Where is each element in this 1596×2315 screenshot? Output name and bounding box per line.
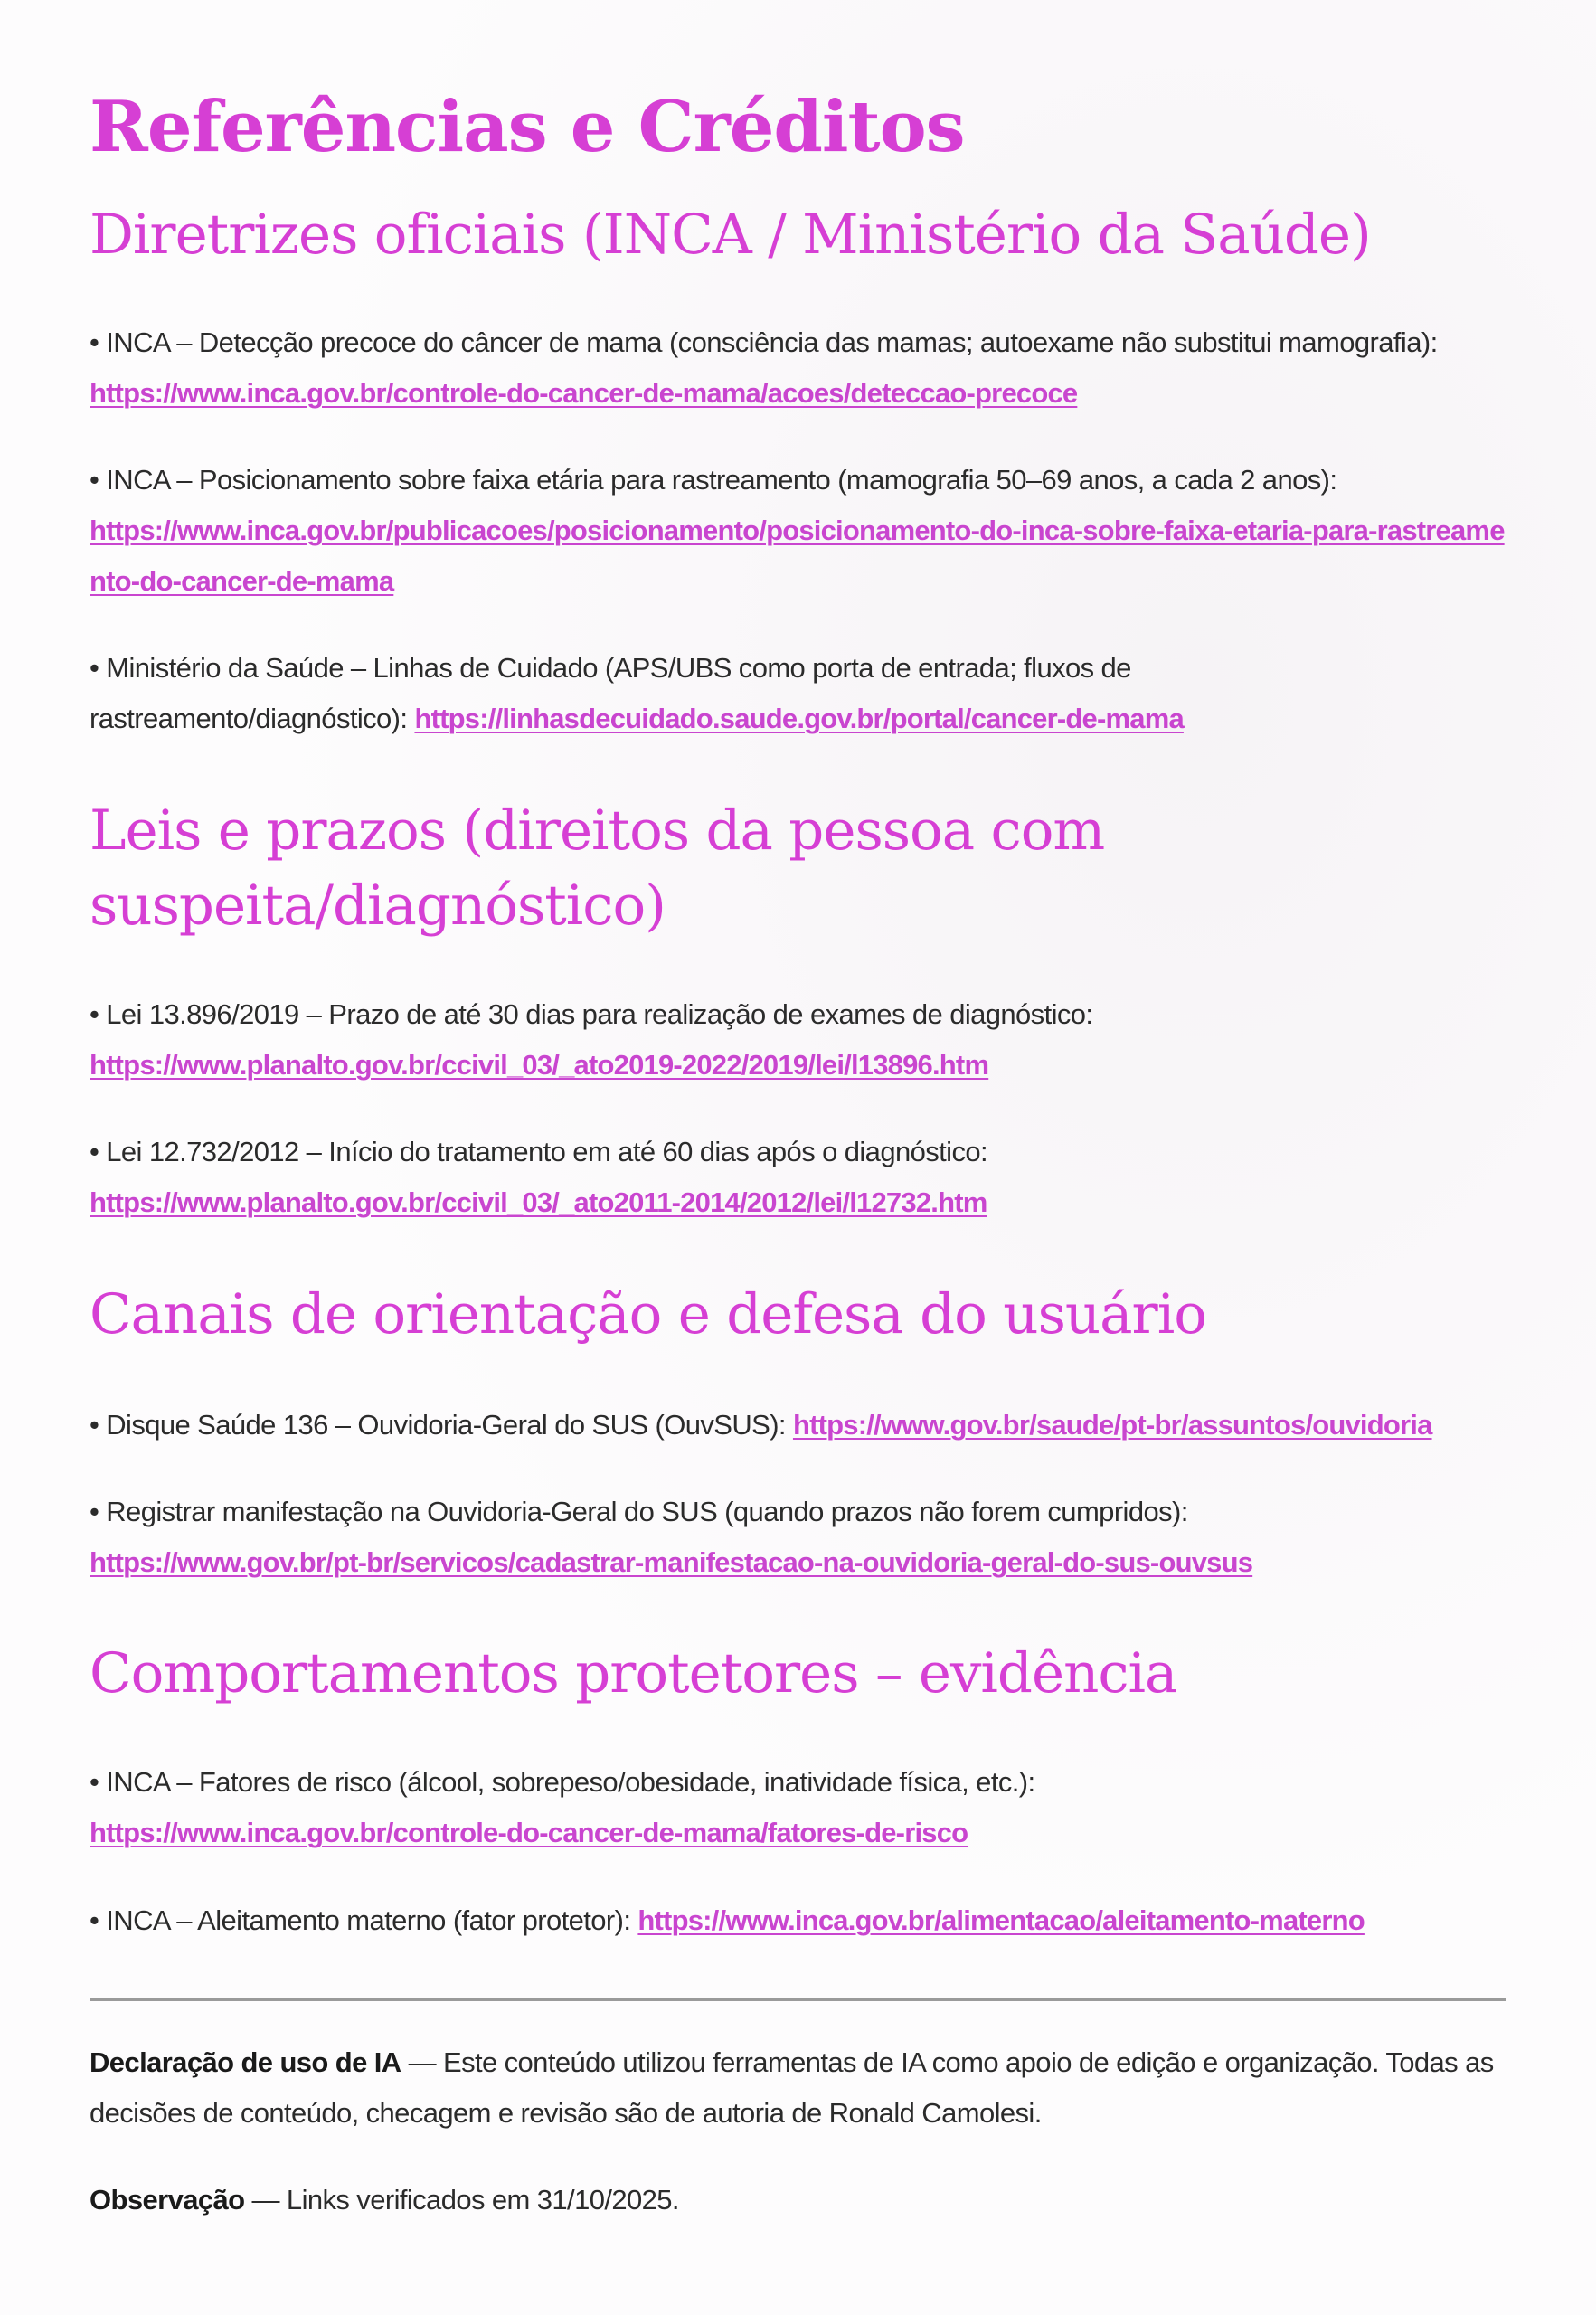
reference-link[interactable]: https://www.inca.gov.br/publicacoes/posicionamento/posicionamento-do-inca-sobre-faixa-etaria-para-rastreamento-do-cancer-de-mama (90, 515, 1505, 597)
reference-text: • Disque Saúde 136 – Ouvidoria-Geral do SUS (OuvSUS): (90, 1409, 786, 1441)
ai-declaration (90, 2037, 1506, 2139)
reference-item (90, 455, 1506, 607)
divider (90, 1998, 1506, 2001)
reference-item (90, 1757, 1506, 1858)
reference-item (90, 643, 1220, 744)
reference-item (90, 1127, 1506, 1228)
reference-text: • Lei 12.732/2012 – Início do tratamento em até 60 dias após o diagnóstico: (90, 1136, 988, 1167)
reference-link[interactable]: https://linhasdecuidado.saude.gov.br/portal/cancer-de-mama (414, 703, 1184, 734)
reference-link[interactable]: https://www.gov.br/pt-br/servicos/cadastrar-manifestacao-na-ouvidoria-geral-do-sus-ouvsus (90, 1546, 1253, 1578)
ai-declaration-label: Declaração de uso de IA (90, 2046, 401, 2078)
reference-link[interactable]: https://www.gov.br/saude/pt-br/assuntos/ouvidoria (792, 1409, 1432, 1441)
section-heading-channels: Canais de orientação e defesa do usuário (90, 1282, 1206, 1346)
reference-text: • INCA – Fatores de risco (álcool, sobrepeso/obesidade, inatividade física, etc.): (90, 1766, 1035, 1798)
reference-item (90, 989, 1506, 1091)
section-heading-laws: Leis e prazos (direitos da pessoa com suspeita/diagnóstico) (90, 798, 1105, 938)
observation-label: Observação (90, 2184, 245, 2216)
section-heading-protective-behaviors: Comportamentos protetores – evidência (90, 1641, 1177, 1706)
reference-link[interactable]: https://www.inca.gov.br/controle-do-cancer-de-mama/fatores-de-risco (90, 1817, 968, 1848)
reference-item (90, 317, 1506, 419)
reference-item (90, 1400, 1506, 1450)
reference-link[interactable]: https://www.inca.gov.br/alimentacao/aleitamento-materno (637, 1904, 1365, 1936)
reference-link[interactable]: https://www.planalto.gov.br/ccivil_03/_ato2019-2022/2019/lei/l13896.htm (90, 1049, 989, 1081)
reference-text: • INCA – Aleitamento materno (fator protetor): (90, 1904, 631, 1936)
reference-text: • INCA – Posicionamento sobre faixa etária para rastreamento (mamografia 50–69 anos, a cada 2 anos): (90, 464, 1337, 496)
section-heading-guidelines: Diretrizes oficiais (INCA / Ministério da Saúde) (90, 203, 1371, 267)
ai-declaration-text: — Este conteúdo utilizou ferramentas de IA como apoio de edição e organização. Todas as decisões de conteúdo, checagem e revisão são de autoria de Ronald Camolesi. (90, 2046, 1494, 2129)
reference-item (90, 1895, 1506, 1946)
reference-link[interactable]: https://www.planalto.gov.br/ccivil_03/_ato2011-2014/2012/lei/l12732.htm (90, 1186, 987, 1218)
reference-text: • Ministério da Saúde – Linhas de Cuidado (APS/UBS como porta de entrada; fluxos de rastreamento/diagnóstico): (90, 652, 1131, 734)
reference-text: • Registrar manifestação na Ouvidoria-Geral do SUS (quando prazos não forem cumpridos): (90, 1496, 1188, 1527)
reference-text: • INCA – Detecção precoce do câncer de mama (consciência das mamas; autoexame não substitui mamografia): (90, 326, 1438, 358)
reference-link[interactable]: https://www.inca.gov.br/controle-do-cancer-de-mama/acoes/deteccao-precoce (90, 377, 1078, 409)
reference-item (90, 1487, 1506, 1588)
observation-text: — Links verificados em 31/10/2025. (244, 2184, 679, 2216)
observation (90, 2175, 1506, 2225)
page-title: Referências e Créditos (90, 86, 965, 168)
reference-text: • Lei 13.896/2019 – Prazo de até 30 dias para realização de exames de diagnóstico: (90, 998, 1093, 1030)
